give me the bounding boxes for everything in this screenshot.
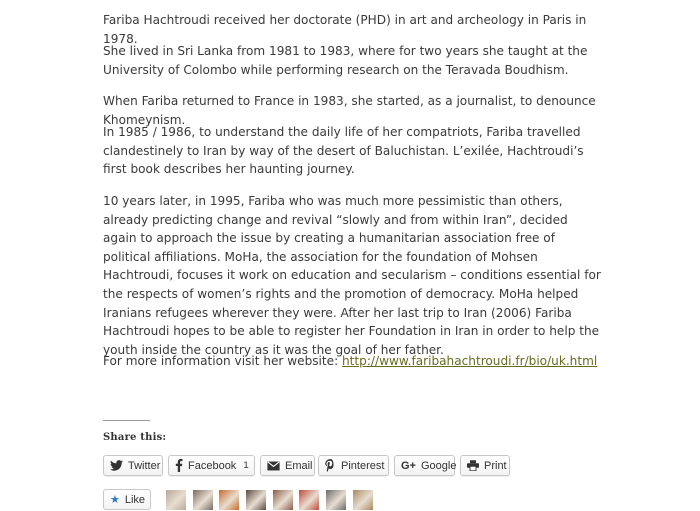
bio-paragraph-3: When Fariba returned to France in 1983, she started, as a journalist, to denounce Khomeynism.	[103, 94, 596, 127]
avatar[interactable]	[326, 490, 346, 510]
avatar[interactable]	[166, 490, 186, 510]
share-google-label: Google	[420, 459, 457, 472]
star-icon: ★	[110, 494, 120, 506]
share-divider	[103, 420, 150, 421]
share-google-button[interactable]	[394, 455, 455, 476]
avatar[interactable]	[219, 490, 239, 510]
bio-paragraph-2: She lived in Sri Lanka from 1981 to 1983, where for two years she taught at the University of Colombo while performing research on the Teravada Boudhism.	[103, 44, 588, 77]
bio-paragraph-1: Fariba Hachtroudi received her doctorate (PHD) in art and archeology in Paris in 1978.	[103, 13, 587, 46]
website-link[interactable]: http://www.faribahachtroudi.fr/bio/uk.html	[342, 354, 598, 368]
twitter-icon	[110, 459, 123, 473]
envelope-icon	[267, 459, 280, 473]
share-email-label: Email	[285, 459, 313, 472]
avatar[interactable]	[246, 490, 266, 510]
share-twitter-label: Twitter	[128, 459, 161, 472]
liker-avatars	[166, 490, 380, 510]
share-pinterest-label: Pinterest	[341, 459, 385, 472]
bio-paragraph-5: 10 years later, in 1995, Fariba who was much more pessimistic than others, already predicting change and revival “slowly and from within Iran”, decided again to approach the issue by creating a humanitarian association free of political affiliations. MoHa, the association for the foundation of Mohsen Hachtroudi, focuses it work on education and secularism – conditions essential for the respects of women’s rights and the promotion of democracy. MoHa helped Iranians refugees wherever they were. After her last trip to Iran (2006) Fariba Hachtroudi hopes to be able to register her Foundation in Iran in order to help the youth inside the country as it was the goal of her father.	[103, 194, 601, 357]
share-facebook-button[interactable]	[168, 455, 255, 476]
facebook-icon	[175, 459, 183, 473]
avatar[interactable]	[299, 490, 319, 510]
more-info-paragraph	[103, 352, 597, 371]
printer-icon	[467, 459, 479, 473]
like-label: Like	[124, 493, 146, 506]
share-twitter-button[interactable]	[103, 455, 163, 476]
avatar[interactable]	[353, 490, 373, 510]
share-title: Share this:	[103, 432, 167, 443]
share-facebook-label: Facebook	[188, 459, 237, 472]
more-info-prefix: For more information visit her website:	[103, 354, 343, 368]
share-print-label: Print	[484, 459, 507, 472]
avatar[interactable]	[193, 490, 213, 510]
google-plus-icon: G+	[401, 459, 416, 472]
like-section	[103, 489, 403, 511]
facebook-share-count: 1	[243, 460, 249, 471]
avatar[interactable]	[273, 490, 293, 510]
share-print-button[interactable]	[460, 455, 510, 476]
share-email-button[interactable]	[260, 455, 315, 476]
bio-paragraph-4: In 1985 / 1986, to understand the daily life of her compatriots, Fariba travelled clandestinely to Iran by way of the desert of Baluchistan. L’exilée, Hachtroudi’s first book describes her haunting journey.	[103, 125, 584, 177]
share-pinterest-button[interactable]	[318, 455, 389, 476]
pinterest-icon	[325, 459, 336, 473]
